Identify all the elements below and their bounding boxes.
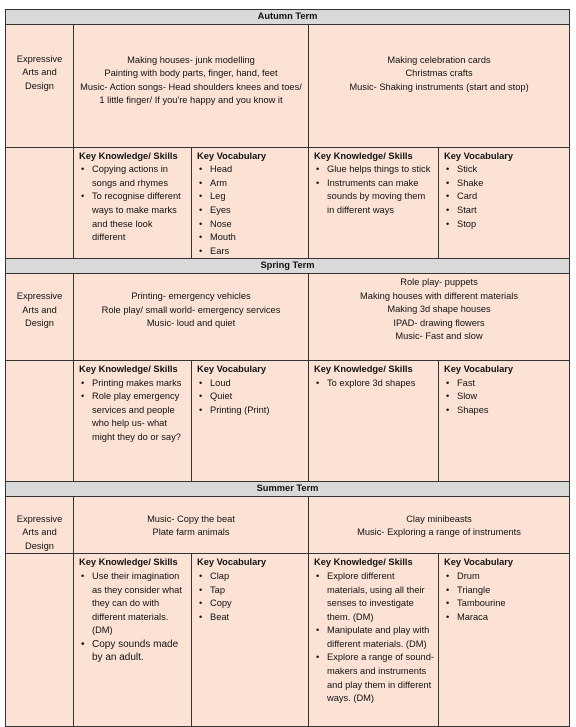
activities-left: [74, 496, 309, 554]
vocab-heading: Key Vocabulary: [444, 363, 514, 374]
knowledge-item: • Use their imagination as they consider what they can do with different materials. (DM): [79, 570, 187, 638]
knowledge-item: • Explore a range of sound-makers and instruments and play them in different ways. (DM): [314, 651, 434, 705]
area-label-line: Arts and: [22, 304, 57, 315]
activity: Role play- puppets: [400, 276, 478, 287]
term-header-row: [6, 10, 570, 25]
activity: Music- loud and quiet: [146, 318, 236, 329]
vocab-right: [439, 360, 570, 481]
activity: Making houses with different materials: [360, 290, 518, 301]
activity: Printing- emergency vehicles: [131, 290, 251, 301]
term-header-row: [6, 259, 570, 274]
vocab-item: • Maraca: [444, 611, 565, 625]
vocab-item: • Fast: [444, 377, 565, 391]
activity: Music- Exploring a range of instruments: [357, 527, 521, 538]
knowledge-right: [309, 360, 439, 481]
knowledge-left: [74, 554, 192, 727]
knowledge-heading: Key Knowledge/ Skills: [79, 150, 178, 161]
knowledge-row: [6, 147, 570, 259]
vocab-heading: Key Vocabulary: [197, 150, 267, 161]
vocab-item: • Stick: [444, 163, 565, 177]
vocab-item: • Loud: [197, 377, 304, 391]
activity: Clay minibeasts: [406, 513, 472, 524]
activity: Christmas crafts: [405, 68, 473, 79]
activity: Role play/ small world- emergency services: [101, 304, 281, 315]
vocab-left: [192, 147, 309, 259]
knowledge-item: • Instruments can make sounds by moving them in different ways: [314, 177, 434, 218]
knowledge-right: [309, 554, 439, 727]
area-label-line: Expressive: [16, 53, 63, 64]
knowledge-right: [309, 147, 439, 259]
activities-row: [6, 496, 570, 554]
vocab-item: • Stop: [444, 218, 565, 232]
vocab-item: • Drum: [444, 570, 565, 584]
vocab-heading: Key Vocabulary: [444, 150, 514, 161]
knowledge-item: [79, 390, 187, 444]
knowledge-heading: Key Knowledge/ Skills: [314, 557, 413, 568]
vocab-item: • Arm: [197, 177, 304, 191]
area-blank: [6, 147, 74, 259]
area-blank: [6, 360, 74, 481]
vocab-left: [192, 554, 309, 727]
knowledge-heading: Key Knowledge/ Skills: [79, 557, 178, 568]
activity: Music- Copy the beat: [147, 513, 235, 524]
vocab-item: • Tambourine: [444, 597, 565, 611]
knowledge-item: • To recognise different ways to make marks and these look different: [79, 190, 187, 244]
activity: Plate farm animals: [152, 527, 230, 538]
vocab-item: • Mouth: [197, 231, 304, 245]
vocab-item: • Printing (Print): [197, 404, 304, 418]
vocab-item: • Card: [444, 190, 565, 204]
vocab-right: [439, 147, 570, 259]
knowledge-heading: Key Knowledge/ Skills: [79, 363, 178, 374]
vocab-item: • Leg: [197, 190, 304, 204]
area-label: [6, 273, 74, 360]
area-label-line: Expressive: [16, 290, 63, 301]
vocab-item: • Shake: [444, 177, 565, 191]
knowledge-item: • Manipulate and play with different materials. (DM): [314, 624, 434, 651]
vocab-heading: Key Vocabulary: [444, 557, 514, 568]
vocab-item: • Copy: [197, 597, 304, 611]
activity: Painting with body parts, finger, hand, feet: [104, 68, 278, 79]
term-title: Spring Term: [6, 259, 570, 274]
area-label-line: Design: [25, 318, 54, 329]
knowledge-item: • Glue helps things to stick: [314, 163, 434, 177]
activities-right: [309, 273, 570, 360]
vocab-item: • Beat: [197, 611, 304, 625]
knowledge-row: [6, 554, 570, 727]
vocab-heading: Key Vocabulary: [197, 557, 267, 568]
vocab-heading: Key Vocabulary: [197, 363, 267, 374]
activities-row: [6, 24, 570, 147]
activity: Music- Shaking instruments (start and stop): [349, 81, 529, 92]
activities-right: [309, 24, 570, 147]
vocab-item: • Nose: [197, 218, 304, 232]
area-label-line: Design: [25, 540, 54, 551]
activity: IPAD- drawing flowers: [393, 317, 485, 328]
area-label-line: Arts and: [22, 67, 57, 78]
activity: Music- Action songs- Head shoulders knees and toes/ 1 little finger/ If you're happy and you know it: [80, 81, 302, 106]
vocab-item: • Head: [197, 163, 304, 177]
vocab-item: • Eyes: [197, 204, 304, 218]
activities-row: [6, 273, 570, 360]
knowledge-heading: Key Knowledge/ Skills: [314, 363, 413, 374]
vocab-item: • Start: [444, 204, 565, 218]
knowledge-item-text: Role play emergency services and people who help us- what might they do or say?: [92, 391, 181, 442]
activity: Music- Fast and slow: [395, 331, 483, 342]
vocab-item: • Clap: [197, 570, 304, 584]
knowledge-row: [6, 360, 570, 481]
curriculum-table: [5, 9, 570, 727]
vocab-item: • Tap: [197, 584, 304, 598]
area-label-line: Expressive: [16, 513, 63, 524]
knowledge-left: [74, 147, 192, 259]
knowledge-item: • Printing makes marks: [79, 377, 187, 391]
activity: Making houses- junk modelling: [127, 54, 255, 65]
activity: Making 3d shape houses: [387, 304, 491, 315]
knowledge-item: • To explore 3d shapes: [314, 377, 434, 391]
vocab-left: [192, 360, 309, 481]
knowledge-item: • Copying actions in songs and rhymes: [79, 163, 187, 190]
area-label-line: Design: [25, 80, 54, 91]
activity: Making celebration cards: [387, 54, 491, 65]
vocab-item: • Triangle: [444, 584, 565, 598]
activities-left: [74, 273, 309, 360]
vocab-item: • Slow: [444, 390, 565, 404]
term-title: Autumn Term: [6, 10, 570, 25]
area-label: [6, 24, 74, 147]
knowledge-left: [74, 360, 192, 481]
knowledge-item: • Explore different materials, using all their senses to investigate them. (DM): [314, 570, 434, 624]
vocab-item: • Shapes: [444, 404, 565, 418]
area-label: [6, 496, 74, 554]
activities-left: [74, 24, 309, 147]
term-header-row: [6, 481, 570, 496]
vocab-item: • Quiet: [197, 390, 304, 404]
vocab-item: • Ears: [197, 245, 304, 259]
area-label-line: Arts and: [22, 527, 57, 538]
vocab-right: [439, 554, 570, 727]
term-title: Summer Term: [6, 481, 570, 496]
knowledge-heading: Key Knowledge/ Skills: [314, 150, 413, 161]
knowledge-item: • Copy sounds made by an adult.: [79, 638, 187, 665]
area-blank: [6, 554, 74, 727]
activities-right: [309, 496, 570, 554]
